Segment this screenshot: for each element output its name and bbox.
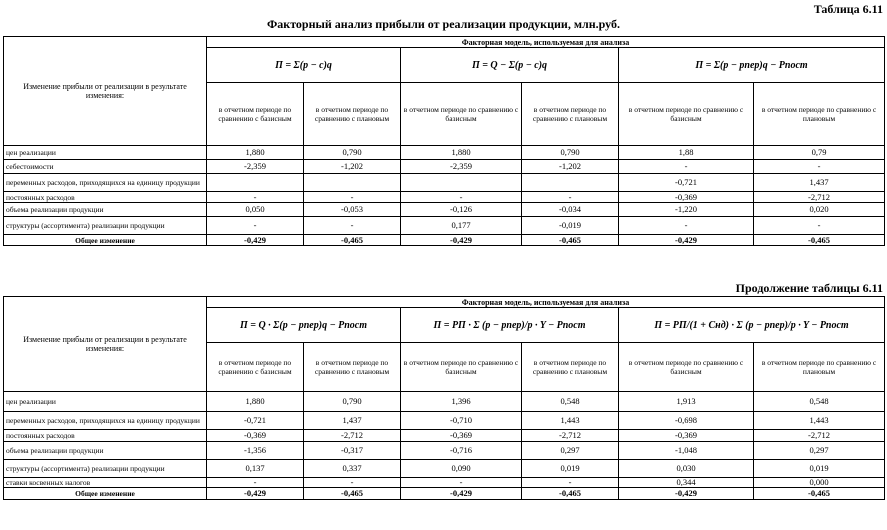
table-cell [522, 174, 619, 192]
table-row [4, 174, 885, 192]
row-header: Изменение прибыли от реализации в результате изменения: [4, 37, 207, 146]
formula-1: П = Q · Σ(p − pпер)q − Pпост [207, 308, 401, 343]
table-row [4, 217, 885, 235]
table-cell: 0,030 [619, 460, 754, 478]
table-row [4, 478, 885, 488]
sub-header-plan: в отчетном периоде по сравнению с плановым [522, 83, 619, 146]
table-cell: -0,429 [401, 488, 522, 500]
table-cell: 0,297 [754, 442, 885, 460]
table-cell: - [522, 478, 619, 488]
table-cell: -2,359 [207, 160, 304, 174]
table-cell: -0,465 [522, 235, 619, 246]
row-label: постоянных расходов [4, 192, 207, 203]
table-cell: -1,048 [619, 442, 754, 460]
sub-header-basis: в отчетном периоде по сравнению с базисным [207, 83, 304, 146]
table-cell: 0,177 [401, 217, 522, 235]
table-row [4, 146, 885, 160]
table-cell: -0,465 [754, 488, 885, 500]
table-cell: -2,712 [304, 430, 401, 442]
row-label: ставки косвенных налогов [4, 478, 207, 488]
sub-header-basis: в отчетном периоде по сравнению с базисным [401, 343, 522, 392]
table-cell: 1,437 [304, 412, 401, 430]
table-cell: - [207, 192, 304, 203]
formula-3: П = РП/(1 + Cнд) · Σ (p − pпер)/p · Y − Pпост [619, 308, 885, 343]
model-header: Факторная модель, используемая для анализа [207, 297, 885, 308]
table-cell: -0,721 [207, 412, 304, 430]
table-cell: 0,000 [754, 478, 885, 488]
table-cell: -0,429 [401, 235, 522, 246]
table-cell: 0,79 [754, 146, 885, 160]
sub-header-plan: в отчетном периоде по сравнению с плановым [754, 83, 885, 146]
table-cell: -0,465 [304, 488, 401, 500]
row-header: Изменение прибыли от реализации в результате изменения: [4, 297, 207, 392]
table-cell: 0,137 [207, 460, 304, 478]
table-total-row [4, 488, 885, 500]
row-label: объема реализации продукции [4, 442, 207, 460]
table-cell: - [619, 160, 754, 174]
table-cell: -2,712 [754, 430, 885, 442]
formula-2: П = Q − Σ(p − c)q [401, 48, 619, 83]
table-cell: -0,019 [522, 217, 619, 235]
table-cell: -0,429 [207, 488, 304, 500]
table-cell: 0,337 [304, 460, 401, 478]
table-cell: 1,443 [754, 412, 885, 430]
sub-header-basis: в отчетном периоде по сравнению с базисным [207, 343, 304, 392]
row-label: цен реализации [4, 146, 207, 160]
table-cell: -0,465 [754, 235, 885, 246]
table-row [4, 192, 885, 203]
table-cell: - [619, 217, 754, 235]
table-cell: -1,220 [619, 203, 754, 217]
table-cell: -2,359 [401, 160, 522, 174]
sub-header-plan: в отчетном периоде по сравнению с плановым [304, 343, 401, 392]
table-cell: - [401, 478, 522, 488]
table-cell: -0,721 [619, 174, 754, 192]
table-cell: -0,053 [304, 203, 401, 217]
table-cell: 1,443 [522, 412, 619, 430]
table-cell: -0,369 [619, 192, 754, 203]
table-cell: 1,396 [401, 392, 522, 412]
table-cell: -1,202 [304, 160, 401, 174]
table-row [4, 412, 885, 430]
table-total-row [4, 235, 885, 246]
table-cell: 0,019 [522, 460, 619, 478]
table-cell: - [304, 192, 401, 203]
sub-header-basis: в отчетном периоде по сравнению с базисным [619, 83, 754, 146]
sub-header-basis: в отчетном периоде по сравнению с базисным [619, 343, 754, 392]
table-cell: 0,020 [754, 203, 885, 217]
table-cell [207, 174, 304, 192]
table-cell: -0,710 [401, 412, 522, 430]
table-row [4, 460, 885, 478]
table-cell: 1,437 [754, 174, 885, 192]
table-cell: - [304, 478, 401, 488]
sub-header-plan: в отчетном периоде по сравнению с плановым [754, 343, 885, 392]
table-cell: - [754, 160, 885, 174]
table-cell: - [207, 478, 304, 488]
row-label: переменных расходов, приходящихся на единицу продукции [4, 174, 207, 192]
table-cell: -1,202 [522, 160, 619, 174]
table-cell: 0,548 [522, 392, 619, 412]
row-label: Общее изменение [4, 488, 207, 500]
table-cell [401, 174, 522, 192]
table-cell: 0,790 [522, 146, 619, 160]
table-cell: -0,369 [619, 430, 754, 442]
table-cell: 0,050 [207, 203, 304, 217]
table-cell: -0,429 [619, 488, 754, 500]
table-cell: - [207, 217, 304, 235]
table-cell: -0,126 [401, 203, 522, 217]
table-cell: - [754, 217, 885, 235]
table-cell: - [304, 217, 401, 235]
factor-analysis-table-1 [3, 36, 885, 246]
row-label: Общее изменение [4, 235, 207, 246]
table-cell: -0,698 [619, 412, 754, 430]
sub-header-plan: в отчетном периоде по сравнению с плановым [522, 343, 619, 392]
row-label: себестоимости [4, 160, 207, 174]
table-cell: 0,790 [304, 392, 401, 412]
table-cell: 1,913 [619, 392, 754, 412]
table-row [4, 392, 885, 412]
table-row [4, 203, 885, 217]
table-cell: -0,465 [304, 235, 401, 246]
table-cell: -0,716 [401, 442, 522, 460]
table-cell: -0,369 [401, 430, 522, 442]
formula-1: П = Σ(p − c)q [207, 48, 401, 83]
table1-title: Факторный анализ прибыли от реализации продукции, млн.руб. [266, 17, 621, 31]
row-label: цен реализации [4, 392, 207, 412]
table-cell: 1,88 [619, 146, 754, 160]
row-label: переменных расходов, приходящихся на единицу продукции [4, 412, 207, 430]
table-cell: 0,548 [754, 392, 885, 412]
row-label: объема реализации продукции [4, 203, 207, 217]
table-cell: 1,880 [207, 392, 304, 412]
formula-2: П = РП · Σ (p − pпер)/p · Y − Pпост [401, 308, 619, 343]
table-cell: 0,344 [619, 478, 754, 488]
factor-analysis-table-2 [3, 296, 885, 500]
table-cell: -1,356 [207, 442, 304, 460]
table-cell: 0,019 [754, 460, 885, 478]
row-label: постоянных расходов [4, 430, 207, 442]
table-cell: -0,429 [619, 235, 754, 246]
table-cell: -0,369 [207, 430, 304, 442]
table-cell: 1,880 [207, 146, 304, 160]
table-cell: -2,712 [522, 430, 619, 442]
table-cell: -2,712 [754, 192, 885, 203]
row-label: структуры (ассортимента) реализации продукции [4, 217, 207, 235]
table-cell [304, 174, 401, 192]
sub-header-plan: в отчетном периоде по сравнению с плановым [304, 83, 401, 146]
model-header: Факторная модель, используемая для анализа [207, 37, 885, 48]
table-cell: -0,465 [522, 488, 619, 500]
table2-caption: Продолжение таблицы 6.11 [735, 281, 883, 295]
table-cell: -0,317 [304, 442, 401, 460]
table-cell: - [522, 192, 619, 203]
table-cell: 0,297 [522, 442, 619, 460]
table-cell: -0,034 [522, 203, 619, 217]
sub-header-basis: в отчетном периоде по сравнению с базисным [401, 83, 522, 146]
formula-3: П = Σ(p − pпер)q − Pпост [619, 48, 885, 83]
table-cell: 1,880 [401, 146, 522, 160]
table-cell: - [401, 192, 522, 203]
table-cell: 0,090 [401, 460, 522, 478]
table-row [4, 430, 885, 442]
table1-caption: Таблица 6.11 [813, 2, 883, 16]
table-row [4, 160, 885, 174]
table-cell: 0,790 [304, 146, 401, 160]
table-row [4, 442, 885, 460]
table-cell: -0,429 [207, 235, 304, 246]
row-label: структуры (ассортимента) реализации продукции [4, 460, 207, 478]
